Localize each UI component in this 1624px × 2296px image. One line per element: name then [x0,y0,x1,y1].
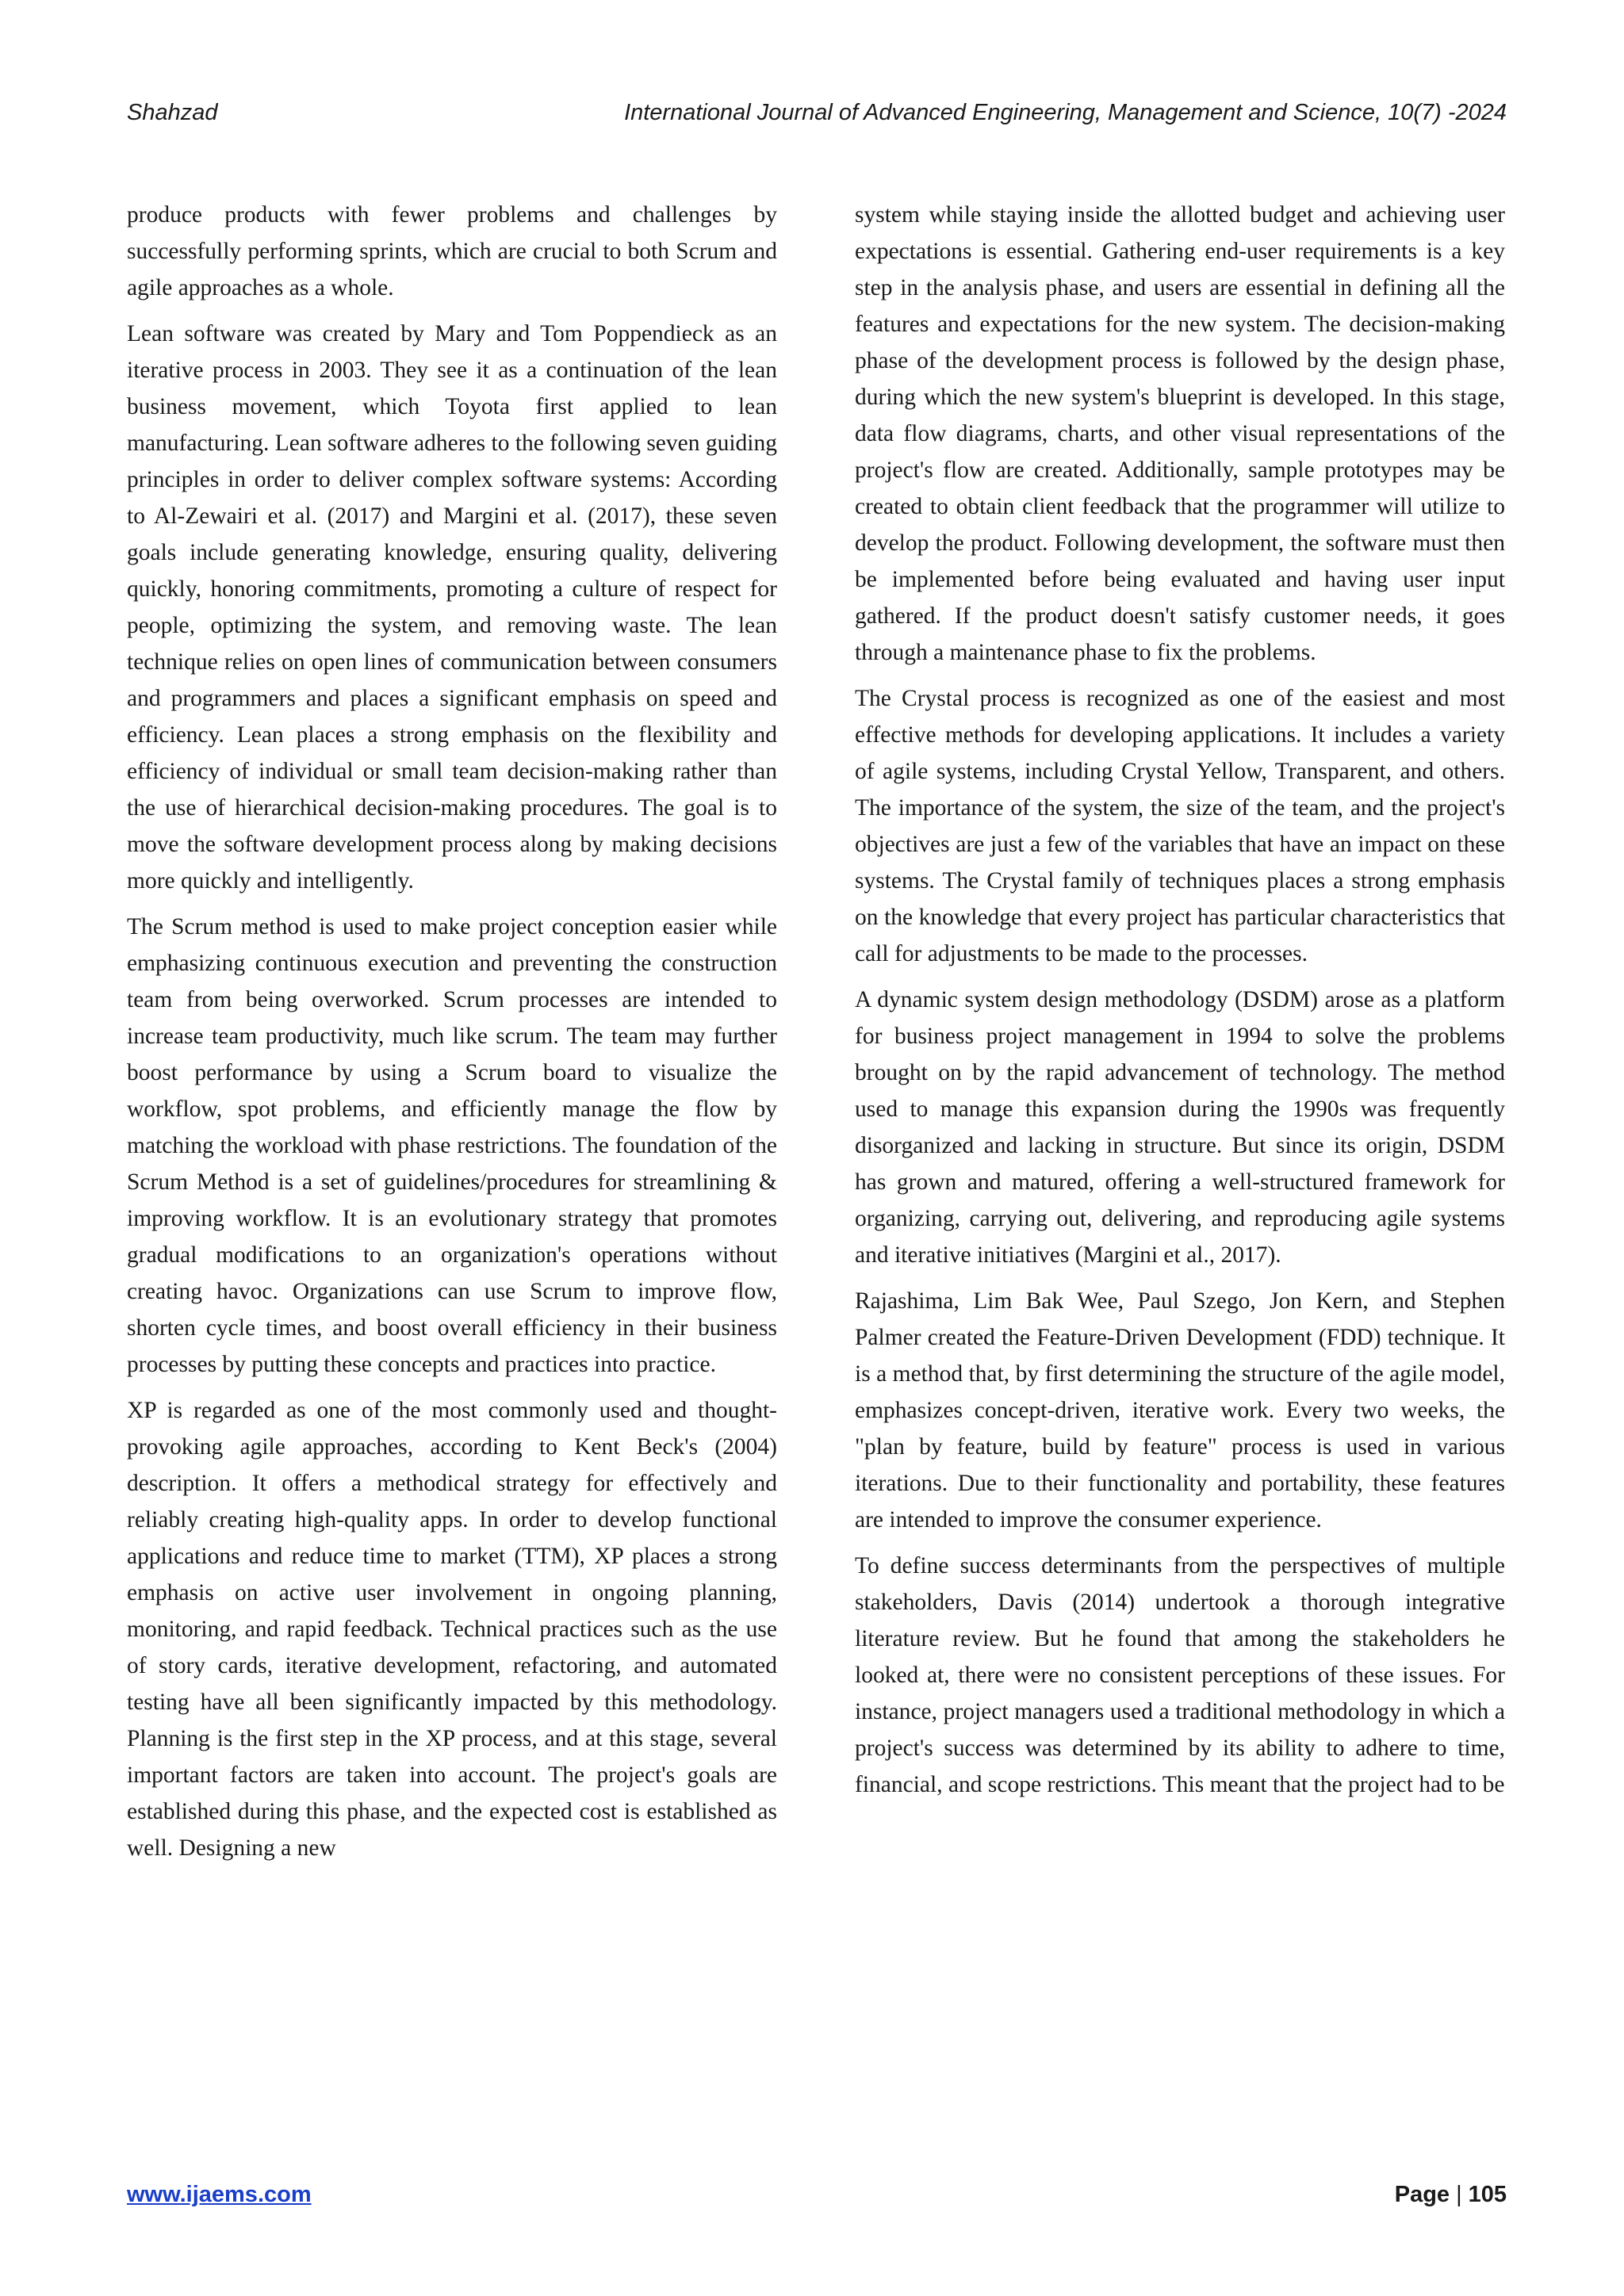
left-column [127,197,777,1876]
page-label: Page [1394,2182,1450,2207]
paragraph: XP is regarded as one of the most commonly used and thought-provoking agile approaches, according to Kent Beck's (2004) description. It offers a methodical strategy for effectively and reliably creating high-quality apps. In order to develop functional applications and reduce time to market (TTM), XP places a strong emphasis on active user involvement in ongoing planning, monitoring, and rapid feedback. Technical practices such as the use of story cards, iterative development, refactoring, and automated testing have all been significantly impacted by this methodology. Planning is the first step in the XP process, and at this stage, several important factors are taken into account. The project's goals are established during this phase, and the expected cost is established as well. Designing a new [127,1398,777,1861]
page-number-footer [1395,2182,1507,2208]
right-column [855,197,1505,1812]
paragraph: The Crystal process is recognized as one of the easiest and most effective methods for developing applications. It includes a variety of agile systems, including Crystal Yellow, Transparent, and others. The importance of the system, the size of the team, and the project's objectives are just a few of the variables that have an impact on these systems. The Crystal family of techniques places a strong emphasis on the knowledge that every project has particular characteristics that call for adjustments to be made to the processes. [855,686,1505,966]
page-number: 105 [1468,2182,1507,2207]
page-separator: | [1456,2182,1462,2207]
journal-website-link[interactable]: www.ijaems.com [127,2182,312,2207]
header-journal-title: International Journal of Advanced Engineering, Management and Science, 10(7) -2024 [624,100,1507,125]
paragraph: The Scrum method is used to make project conception easier while emphasizing continuous execution and preventing the construction team from being overworked. Scrum processes are intended to increase team productivity, much like scrum. The team may further boost performance by using a Scrum board to visualize the workflow, spot problems, and efficiently manage the flow by matching the workload with phase restrictions. The foundation of the Scrum Method is a set of guidelines/procedures for streamlining & improving workflow. It is an evolutionary strategy that promotes gradual modifications to an organization's operations without creating havoc. Organizations can use Scrum to improve flow, shorten cycle times, and boost overall efficiency in their business processes by putting these concepts and practices into practice. [127,914,777,1377]
paragraph: Lean software was created by Mary and Tom Poppendieck as an iterative process in 2003. They see it as a continuation of the lean business movement, which Toyota first applied to lean manufacturing. Lean software adheres to the following seven guiding principles in order to deliver complex software systems: According to Al-Zewairi et al. (2017) and Margini et al. (2017), these seven goals include generating knowledge, ensuring quality, delivering quickly, honoring commitments, promoting a culture of respect for people, optimizing the system, and removing waste. The lean technique relies on open lines of communication between consumers and programmers and places a significant emphasis on speed and efficiency. Lean places a strong emphasis on the flexibility and efficiency of individual or small team decision-making rather than the use of hierarchical decision-making procedures. The goal is to move the software development process along by making decisions more quickly and intelligently. [127,321,778,894]
paragraph: A dynamic system design methodology (DSDM) arose as a platform for business project management in 1994 to solve the problems brought on by the rapid advancement of technology. The method used to manage this expansion during the 1990s was frequently disorganized and lacking in structure. But since its origin, DSDM has grown and matured, offering a well-structured framework for organizing, carrying out, delivering, and reproducing agile systems and iterative initiatives (Margini et al., 2017). [855,987,1505,1268]
paragraph: produce products with fewer problems and challenges by successfully performing sprints, which are crucial to both Scrum and agile approaches as a whole. [127,202,777,300]
paragraph: system while staying inside the allotted budget and achieving user expectations is essential. Gathering end-user requirements is a key step in the analysis phase, and users are essential in defining all the features and expectations for the new system. The decision-making phase of the development process is followed by the design phase, during which the new system's blueprint is developed. In this stage, data flow diagrams, charts, and other visual representations of the project's flow are created. Additionally, sample prototypes may be created to obtain client feedback that the programmer will utilize to develop the product. Following development, the software must then be implemented before being evaluated and having user input gathered. If the product doesn't satisfy customer needs, it goes through a maintenance phase to fix the problems. [855,202,1505,665]
paragraph: To define success determinants from the perspectives of multiple stakeholders, Davis (2014) undertook a thorough integrative literature review. But he found that among the stakeholders he looked at, there were no consistent perceptions of these issues. For instance, project managers used a traditional methodology in which a project's success was determined by its ability to adhere to time, financial, and scope restrictions. This meant that the project had to be [855,1553,1505,1797]
paragraph: Rajashima, Lim Bak Wee, Paul Szego, Jon Kern, and Stephen Palmer created the Feature-Driven Development (FDD) technique. It is a method that, by first determining the structure of the agile model, emphasizes concept-driven, iterative work. Every two weeks, the "plan by feature, build by feature" process is used in various iterations. Due to their functionality and portability, these features are intended to improve the consumer experience. [855,1288,1505,1533]
header-author: Shahzad [127,100,218,125]
